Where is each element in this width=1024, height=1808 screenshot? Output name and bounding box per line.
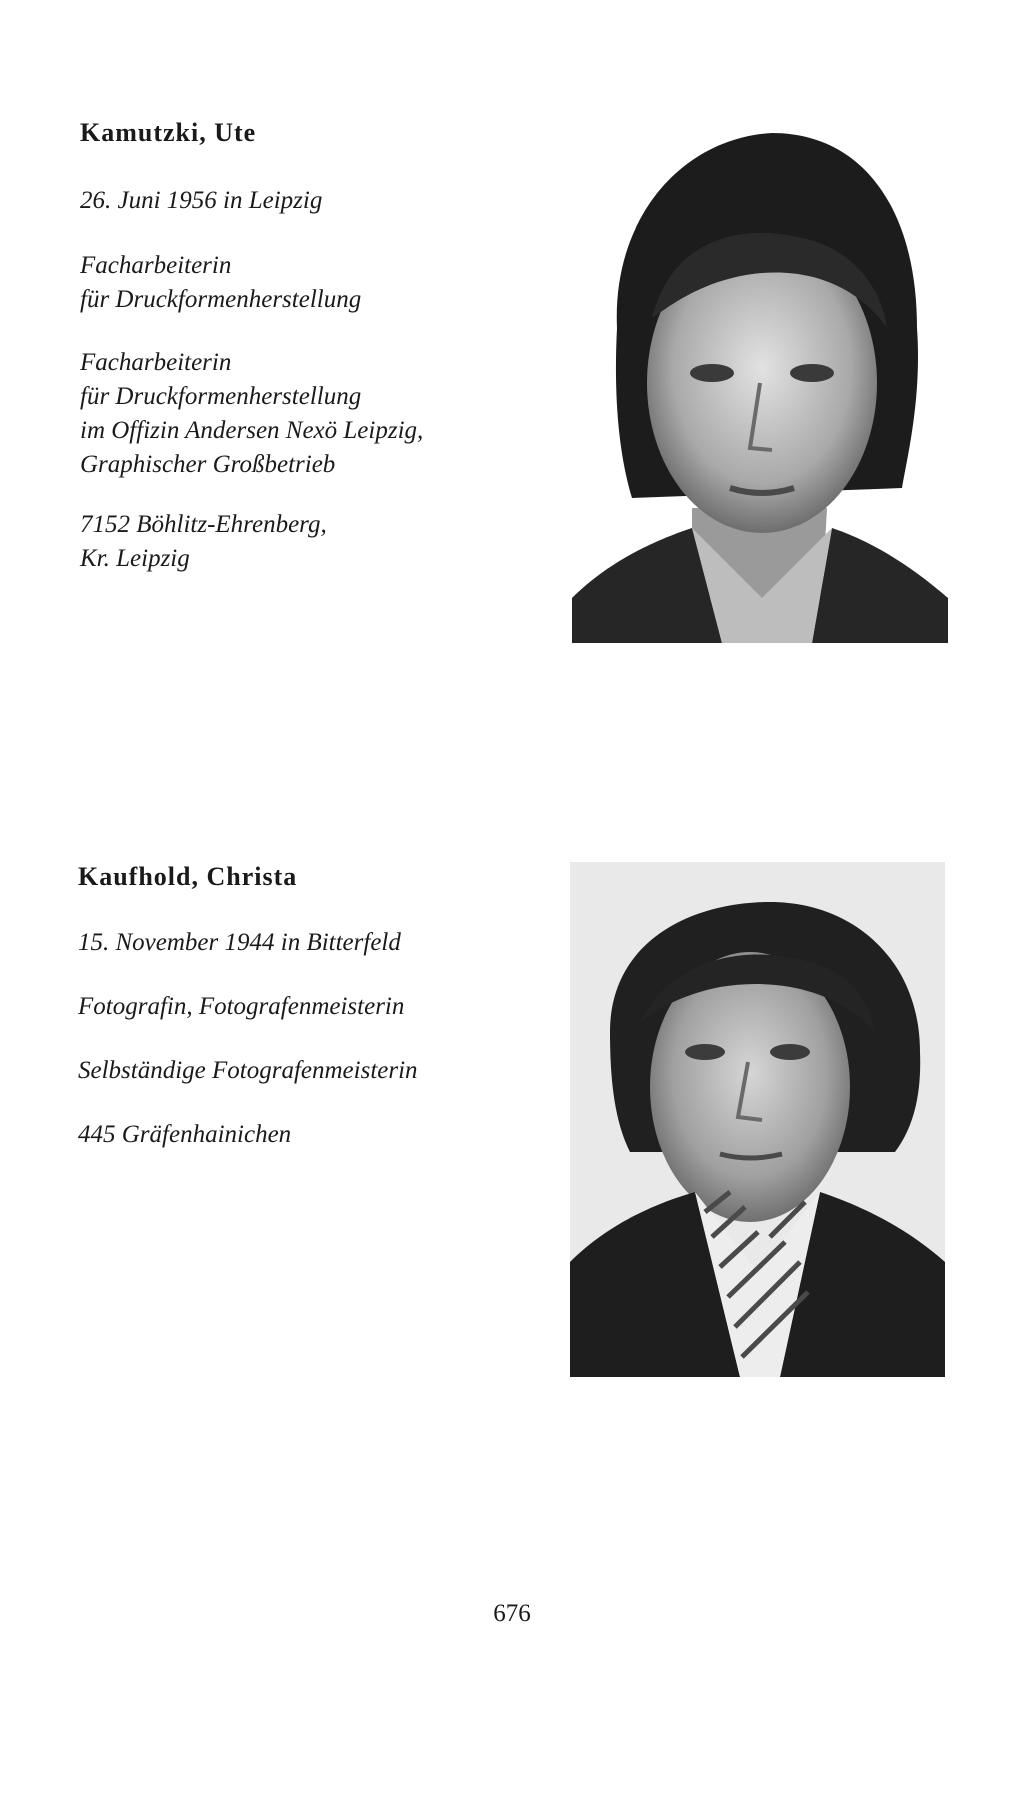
entry-name: Kaufhold, Christa — [78, 862, 298, 891]
address-line: 7152 Böhlitz-Ehrenberg, — [80, 511, 327, 538]
birth-info — [80, 184, 322, 218]
occupation-line: Facharbeiterin — [80, 349, 232, 376]
occupation-line: Selbständige Fotografenmeisterin — [78, 1057, 418, 1084]
address-line: Kr. Leipzig — [80, 545, 190, 572]
portrait-photo — [570, 862, 945, 1377]
birth-info — [78, 926, 401, 960]
portrait-photo — [572, 128, 948, 643]
entry-name: Kamutzki, Ute — [80, 118, 257, 147]
training-info — [78, 990, 404, 1024]
page-number: 676 — [493, 1600, 531, 1627]
occupation-line: für Druckformenherstellung — [80, 383, 362, 410]
training-line: für Druckformenherstellung — [80, 286, 362, 313]
occupation-line: Graphischer Großbetrieb — [80, 451, 336, 478]
training-line: Fotografin, Fotografenmeisterin — [78, 993, 405, 1020]
birth-line: 15. November 1944 in Bitterfeld — [78, 929, 401, 956]
training-line: Facharbeiterin — [80, 252, 232, 279]
occupation-line: im Offizin Andersen Nexö Leipzig, — [80, 417, 424, 444]
occupation-info — [78, 1054, 418, 1088]
occupation-info — [80, 346, 423, 482]
address-info — [78, 1118, 291, 1152]
address-line: 445 Gräfenhainichen — [78, 1121, 292, 1148]
training-info — [80, 249, 361, 317]
birth-line: 26. Juni 1956 in Leipzig — [80, 187, 323, 214]
address-info — [80, 508, 327, 576]
